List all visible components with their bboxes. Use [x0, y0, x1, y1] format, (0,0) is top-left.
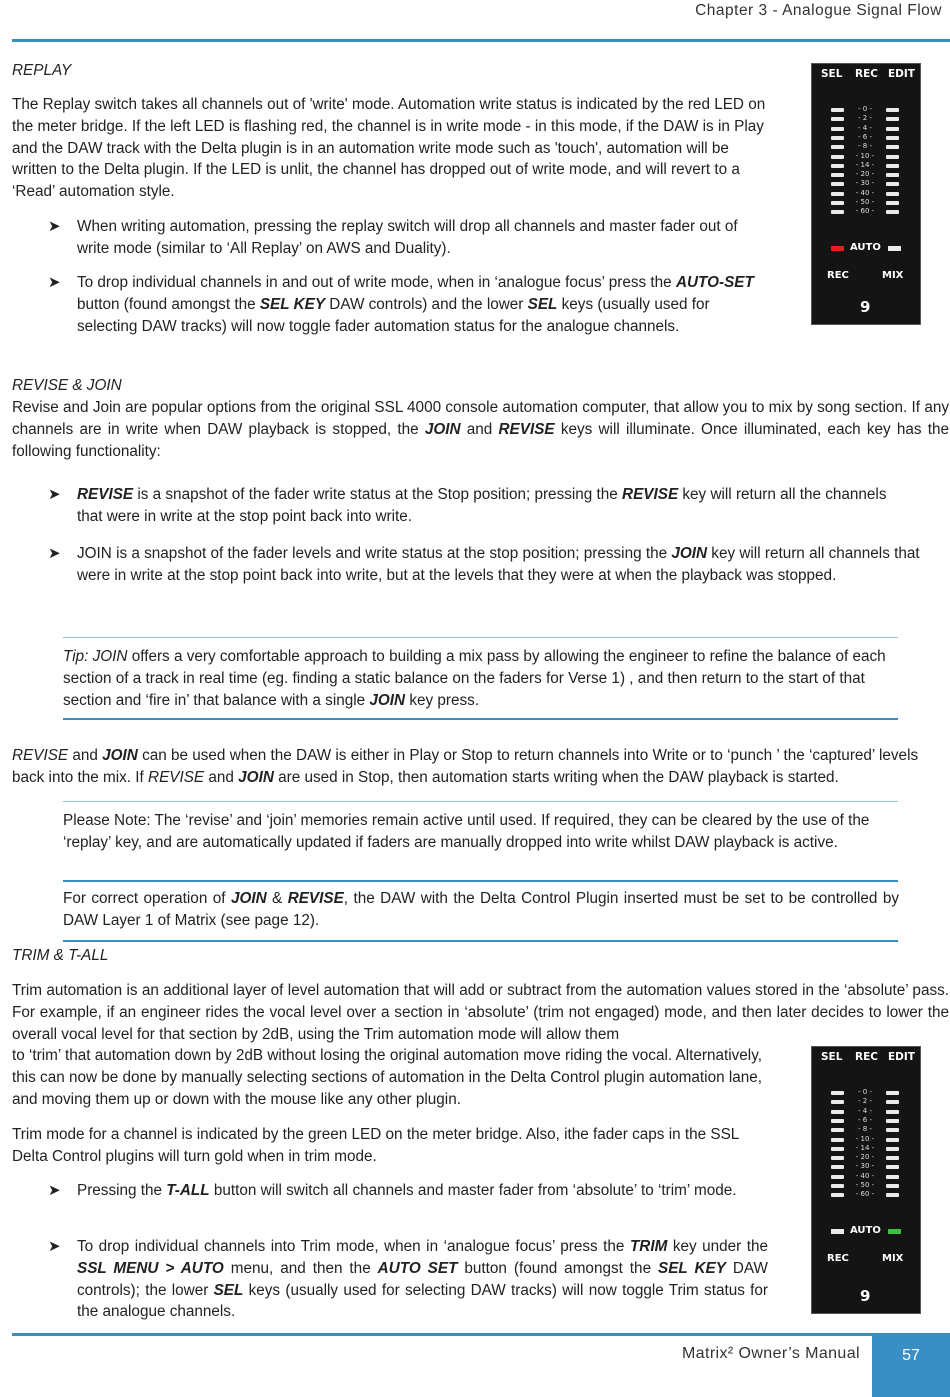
meter-led [886, 1091, 899, 1095]
meter-scale-label: - 0 - [858, 105, 872, 113]
meter-led [831, 201, 844, 205]
trim-bullet-2 [48, 1236, 768, 1326]
meter-led [886, 1165, 899, 1169]
meter-led [831, 108, 844, 112]
meter-scale-label: - 14 - [855, 1143, 875, 1152]
trim-bullet-1-text: Pressing the T-ALL button will switch all channels and master fader from ‘absolute’ to ‘trim’ mode. [77, 1182, 737, 1199]
bullet-arrow-icon: ➤ [48, 1238, 61, 1255]
meter-scale-label: - 6 - [858, 132, 872, 141]
meter-led [886, 1100, 899, 1104]
replay-bullet-1-text: When writing automation, pressing the replay switch will drop all channels and master fader out of write mode (similar to ‘All Replay’ on AWS and Duality). [77, 218, 738, 257]
please-note-paragraph: Please Note: The ‘revise’ and ‘join’ memories remain active until used. If required, they can be cleared by the use of the ‘replay’ key, and are automatically updated if faders are manually dropped into write whilst DAW playback is active. [63, 812, 870, 851]
meter-scale-label: - 10 - [855, 151, 875, 160]
meter-scale-label: - 8 - [858, 1125, 872, 1134]
page-number-box [872, 1333, 950, 1397]
meter-auto-label: AUTO [850, 241, 881, 253]
meter-bridge-image-write [811, 63, 921, 325]
trim-paragraph-2: Trim mode for a channel is indicated by the green LED on the meter bridge. Also, ithe fader caps in the SSL Delta Control plugins will turn gold when in trim mode. [12, 1126, 739, 1165]
meter-bridge-image-trim [811, 1046, 921, 1314]
meter-led [886, 1138, 899, 1142]
meter-scale-label: - 60 - [855, 1190, 875, 1199]
meter-led [831, 182, 844, 186]
meter-led [886, 173, 899, 177]
replay-paragraph: The Replay switch takes all channels out of 'write' mode. Automation write status is indicated by the red LED on the meter bridge. If the left LED is flashing red, the channel is in write mode - in this mode, if the DAW is in Play and the DAW track with the Delta plugin is in an automation write mode such as 'touch', automation will be written to the Delta plugin. If the LED is unlit, the channel has dropped out of write mode, and will revert to a ‘Read’ automation style. [12, 96, 766, 201]
meter-led [886, 1128, 899, 1132]
meter-scale-label: - 2 - [858, 1097, 872, 1106]
meter-led [831, 1128, 844, 1132]
note-rule-bottom [63, 940, 898, 942]
meter-led [831, 155, 844, 159]
tip-paragraph: Tip: JOIN offers a very comfortable approach to building a mix pass by allowing the engineer to refine the balance of each section of a track in real time (eg. finding a static balance on the faders for Verse 1) , and then return to the start of that section and ‘fire in’ that balance with a single JOIN key press. [63, 648, 886, 709]
meter-label-mix: MIX [882, 269, 904, 281]
meter-channel-number: 9 [860, 1287, 871, 1305]
trim-bullet-1 [48, 1180, 768, 1224]
tip-rule-top [63, 637, 898, 638]
meter-led [831, 1193, 844, 1197]
meter-label-mix: MIX [882, 1252, 904, 1264]
meter-led [886, 1193, 899, 1197]
meter-led [831, 1147, 844, 1151]
note-rule-top [63, 801, 898, 802]
meter-led [886, 127, 899, 131]
chapter-title: Chapter 3 - Analogue Signal Flow [695, 2, 942, 19]
meter-scale-label: - 60 - [855, 207, 875, 216]
meter-led [831, 136, 844, 140]
meter-scale-label: - 40 - [855, 188, 875, 197]
meter-scale-label: - 50 - [855, 198, 875, 206]
heading-trim-tall: TRIM & T-ALL [12, 947, 109, 964]
trim-paragraph-1-continued: to ‘trim’ that automation down by 2dB without losing the original automation move riding the vocal. Alternatively, this can now be done by manually selecting sections of automation in the Delta Control plugin automation lane, and moving them up or down with the mouse like any other plugin. [12, 1047, 763, 1108]
note-rule-middle [63, 880, 898, 882]
meter-scale-label: - 40 - [855, 1171, 875, 1180]
meter-scale-label: - 6 - [858, 1115, 872, 1124]
meter-led [886, 1110, 899, 1114]
meter-scale-label: - 20 - [855, 1153, 875, 1162]
meter-led [831, 1119, 844, 1123]
meter-scale-label: - 4 - [858, 123, 872, 132]
revise-paragraph: Revise and Join are popular options from the original SSL 4000 console automation computer, that allow you to mix by song section. If any channels are in write when DAW playback is stopped, the JOIN and REVISE keys will illuminate. Once illuminated, each key has the following functionality: [12, 399, 949, 460]
meter-led [831, 145, 844, 149]
replay-bullet-1 [48, 216, 763, 260]
meter-led [886, 1156, 899, 1160]
footer-rule [12, 1333, 950, 1336]
revise-bullet-2 [48, 543, 928, 609]
meter-led [886, 1175, 899, 1179]
meter-label-edit: EDIT [888, 1051, 915, 1063]
manual-title: Matrix² Owner’s Manual [681, 1345, 860, 1362]
heading-replay: REPLAY [12, 62, 72, 79]
meter-led [831, 1175, 844, 1179]
revise-bullet-1 [48, 484, 908, 528]
meter-led [831, 1091, 844, 1095]
meter-label-edit: EDIT [888, 68, 915, 80]
meter-led [831, 173, 844, 177]
meter-led [886, 1119, 899, 1123]
meter-led [886, 155, 899, 159]
trim-paragraph-1: Trim automation is an additional layer of level automation that will add or subtract from the automation values stored in the ‘absolute’ pass. For example, if an engineer rides the vocal level over a section in ‘absolute’ (trim not engaged) mode, and then later decides to lower the overall vocal level for that section by 2dB, using the Trim automation mode will allow them [12, 982, 949, 1043]
bullet-arrow-icon: ➤ [48, 545, 61, 562]
revise-bullet-1-text: REVISE is a snapshot of the fader write status at the Stop position; pressing the REVISE key will return all the channels that were in write at the stop point back into write. [77, 486, 887, 525]
meter-led-write [831, 246, 844, 251]
meter-scale-label: - 2 - [858, 114, 872, 123]
revise-bullet-2-text: JOIN is a snapshot of the fader levels and write status at the stop position; pressing the JOIN key will return all channels that were in write at the stop point back into write, but at the levels that they were at when the playback was stopped. [77, 545, 920, 584]
meter-scale-label: - 20 - [855, 170, 875, 179]
meter-led [886, 108, 899, 112]
meter-led [831, 1184, 844, 1188]
bullet-arrow-icon: ➤ [48, 274, 61, 291]
meter-led [831, 1138, 844, 1142]
meter-scale-label: - 14 - [855, 160, 875, 169]
meter-channel-number: 9 [860, 298, 871, 316]
meter-led [886, 1147, 899, 1151]
meter-scale-label: - 30 - [855, 1162, 875, 1171]
meter-led [831, 1110, 844, 1114]
bullet-arrow-icon: ➤ [48, 486, 61, 503]
meter-label-rec: REC [855, 68, 878, 80]
meter-led [831, 164, 844, 168]
meter-led [831, 1165, 844, 1169]
meter-scale-label: - 10 - [855, 1134, 875, 1143]
revise-join-usage-paragraph: REVISE and JOIN can be used when the DAW is either in Play or Stop to return channels into Write or to ‘punch ’ the ‘captured’ levels back into the mix. If REVISE and JOIN are used in Stop, then automation starts writing when the DAW playback is started. [12, 747, 919, 786]
heading-revise-join: REVISE & JOIN [12, 377, 122, 394]
page-number: 57 [902, 1347, 920, 1364]
meter-led [886, 201, 899, 205]
meter-led [831, 127, 844, 131]
meter-led [886, 164, 899, 168]
meter-scale-label: - 50 - [855, 1181, 875, 1189]
meter-scale-label: - 4 - [858, 1106, 872, 1115]
meter-label-rec: REC [827, 1252, 849, 1264]
meter-scale-label: - 8 - [858, 142, 872, 151]
replay-bullet-2 [48, 272, 763, 362]
replay-bullet-2-text: To drop individual channels in and out of write mode, when in ‘analogue focus’ press the AUTO-SET button (found amongst the SEL KEY DAW controls) and the lower SEL keys (usually used for selecting DAW tracks) will now toggle fader automation status for the analogue channels. [77, 274, 754, 335]
meter-led-trim [888, 1229, 901, 1234]
meter-led [831, 1100, 844, 1104]
meter-label-rec: REC [827, 269, 849, 281]
meter-scale-label: - 30 - [855, 179, 875, 188]
meter-label-sel: SEL [821, 68, 843, 80]
meter-led-write [831, 1229, 844, 1234]
meter-led-trim [888, 246, 901, 251]
header-rule [12, 39, 950, 42]
meter-auto-label: AUTO [850, 1224, 881, 1236]
meter-led [831, 210, 844, 214]
meter-led [886, 117, 899, 121]
meter-label-sel: SEL [821, 1051, 843, 1063]
meter-led [886, 136, 899, 140]
daw-layer-note-paragraph: For correct operation of JOIN & REVISE, the DAW with the Delta Control Plugin inserted must be set to be controlled by DAW Layer 1 of Matrix (see page 12). [63, 890, 900, 929]
meter-label-rec: REC [855, 1051, 878, 1063]
meter-led [886, 182, 899, 186]
trim-bullet-2-text: To drop individual channels into Trim mode, when in ‘analogue focus’ press the TRIM key under the SSL MENU > AUTO menu, and then the AUTO SET button (found amongst the SEL KEY DAW controls); the lower SEL keys (usually used for selecting DAW tracks) will now toggle Trim status for the analogue channels. [77, 1238, 768, 1321]
bullet-arrow-icon: ➤ [48, 1182, 61, 1199]
bullet-arrow-icon: ➤ [48, 218, 61, 235]
meter-led [886, 192, 899, 196]
meter-led [831, 117, 844, 121]
meter-led [831, 192, 844, 196]
meter-led [886, 210, 899, 214]
meter-led [831, 1156, 844, 1160]
meter-scale-label: - 0 - [858, 1088, 872, 1096]
tip-rule-bottom [63, 718, 898, 720]
meter-led [886, 1184, 899, 1188]
meter-led [886, 145, 899, 149]
